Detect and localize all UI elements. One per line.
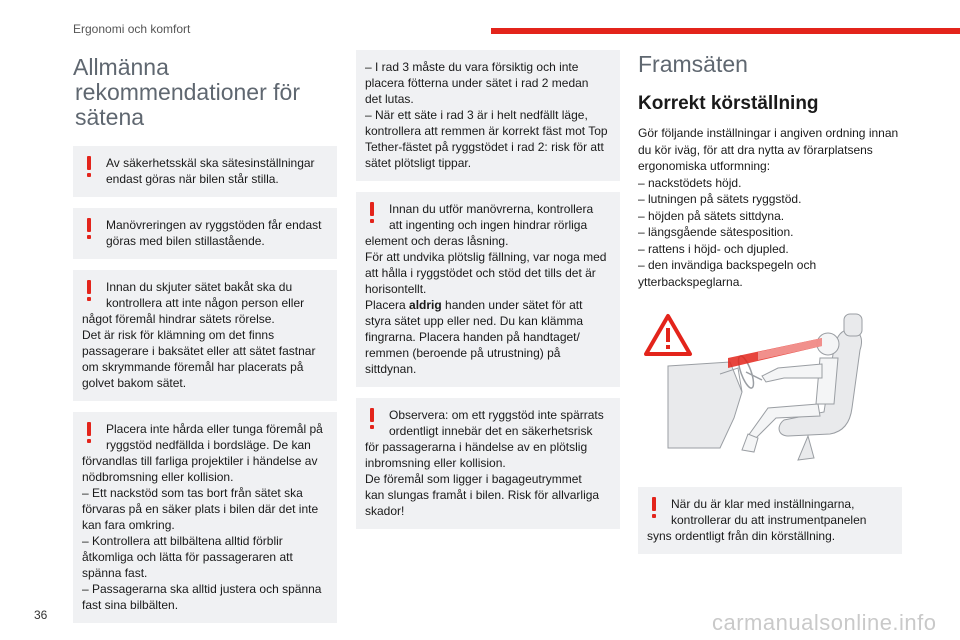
text-line: åtkomliga och lätta för passageraren att (82, 550, 293, 564)
text-line: Innan du utför manövrerna, kontrollera (389, 202, 594, 216)
text-line: sittdynan. (365, 362, 417, 376)
text-line: om skrymmande föremål har placerats på (82, 360, 304, 374)
warning-exclamation-icon (368, 408, 376, 430)
text-line: styra sätet upp eller ned. Du kan klämma (365, 314, 584, 328)
chapter-header: Ergonomi och komfort (73, 22, 191, 36)
text-line: placera fötterna under sätet i rad 2 medan (365, 76, 589, 90)
title-line: sätena (75, 104, 145, 130)
text-line: syns ordentligt från din körställning. (647, 529, 836, 543)
text-line: – Passagerarna ska alltid justera och spänna (82, 582, 322, 596)
warning-box (73, 412, 337, 623)
text-line: – rattens i höjd- och djupled. (638, 241, 789, 256)
text-line: det lutas. (365, 92, 414, 106)
text-line: – höjden på sätets sittdyna. (638, 208, 785, 223)
text-line: endast göras när bilen står stilla. (106, 172, 279, 186)
text-line: fingrarna. Placera handen på handtaget/ (365, 330, 580, 344)
warning-exclamation-icon (85, 156, 93, 178)
warning-exclamation-icon (85, 218, 93, 240)
text-line: Gör följande inställningar i angiven ordning innan (638, 126, 899, 140)
text-line: något föremål hindrar sätets rörelse. (82, 312, 275, 326)
warning-box (356, 398, 620, 529)
dashboard-drawing (668, 362, 742, 448)
text-line: skador! (365, 504, 405, 518)
text-line: – längsgående sätesposition. (638, 225, 794, 239)
text-line: – När ett säte i rad 3 är i helt nedfällt läge, (365, 108, 588, 122)
warning-box (638, 487, 902, 554)
text-line: För att undvika plötslig fällning, var noga med (365, 250, 607, 264)
text-line: – den invändiga backspegeln och (638, 258, 817, 272)
text-line: för passagerarna i händelse av en plötslig (365, 440, 588, 454)
text-span: handen under sätet för att (441, 298, 583, 312)
text-line: element och deras låsning. (365, 234, 509, 248)
warning-box (73, 270, 337, 401)
text-line: När du är klar med inställningarna, (671, 497, 855, 511)
text-line: att ingenting och ingen hindrar rörliga (389, 218, 588, 232)
text-line: kan slungas framåt i bilen. Risk för allvarliga (365, 488, 600, 502)
warning-box (356, 192, 620, 387)
text-line: Placera inte hårda eller tunga föremål på (106, 422, 323, 436)
text-line: spänna fast. (82, 566, 148, 580)
column-seat-notes (356, 50, 620, 540)
text-line: inbromsning eller kollision. (365, 456, 506, 470)
text-line: göras med bilen stillastående. (106, 234, 265, 248)
text-line: remmen (beroende på utrustning) på (365, 346, 561, 360)
driving-position-illustration (638, 308, 902, 468)
text-line: sätet plötsligt tippar. (365, 156, 472, 170)
note-box (356, 50, 620, 181)
warning-triangle-icon (646, 316, 690, 354)
text-line: De föremål som ligger i bagageutrymmet (365, 472, 582, 486)
intro-paragraph (638, 125, 902, 290)
warning-box (73, 208, 337, 259)
warning-exclamation-icon (85, 422, 93, 444)
text-line: du kör iväg, för att dra nytta av förarplatsens (638, 142, 873, 157)
text-line: kontrollerar du att instrumentpanelen (671, 513, 867, 527)
text-line: golvet bakom sätet. (82, 376, 187, 390)
text-line: Manövreringen av ryggstöden får endast (106, 218, 322, 232)
warning-exclamation-icon (368, 202, 376, 224)
warning-box (73, 146, 337, 197)
text-line: – Ett nackstöd som tas bort från sätet ska (82, 486, 303, 500)
text-line: Det är risk för klämning om det finns (82, 328, 275, 342)
text-line: kontrollera att inte någon person eller (106, 296, 305, 310)
text-line: passagerare i baksätet eller att sätet fastnar (82, 344, 316, 358)
warning-exclamation-icon (650, 497, 658, 519)
text-line: kontrollera att remmen är korrekt fäst mot Top (365, 124, 608, 138)
text-line: förvaras på en säker plats i bilen där det inte (82, 502, 319, 516)
text-line: Tether-fästet på ryggstödet i rad 2: risk för att (365, 140, 604, 154)
text-line: ordentligt innebär det en säkerhetsrisk (389, 424, 593, 438)
text-line: – lutningen på sätets ryggstöd. (638, 192, 802, 206)
text-line (365, 297, 611, 313)
text-line: nödbromsning eller kollision. (82, 470, 234, 484)
text-line: ryggstöd nedfällda i bordsläge. De kan (106, 438, 311, 452)
text-line: – nackstödets höjd. (638, 175, 742, 190)
subsection-title-driving-position: Korrekt körställning (638, 93, 819, 114)
text-line: ytterbackspeglarna. (638, 274, 743, 289)
text-line: Observera: om ett ryggstöd inte spärrats (389, 408, 604, 422)
text-line: att hålla i ryggstödet och stöd det tills det är (365, 266, 596, 280)
section-title-general (73, 55, 337, 130)
section-title-front-seats: Framsäten (638, 51, 748, 77)
text-line: Av säkerhetsskäl ska sätesinställningar (106, 156, 315, 170)
column-general-recommendations (73, 55, 337, 634)
text-span: Placera (365, 298, 410, 312)
watermark: carmanualsonline.info (712, 610, 937, 635)
text-line: – Kontrollera att bilbältena alltid förblir (82, 534, 283, 548)
column-front-seats (638, 52, 902, 565)
text-line: fast sina bilbälten. (82, 598, 179, 612)
page-number: 36 (34, 608, 48, 622)
text-line: – I rad 3 måste du vara försiktig och inte (365, 60, 579, 74)
text-line: förvandlas till farliga projektiler i händelse av (82, 454, 318, 468)
title-line: rekommendationer för (75, 79, 300, 105)
emphasis-never: aldrig (409, 298, 442, 312)
header-accent-bar (491, 28, 960, 34)
text-line: Innan du skjuter sätet bakåt ska du (106, 280, 293, 294)
sight-line-arrow (728, 338, 822, 368)
text-line: horisontellt. (365, 282, 427, 296)
warning-exclamation-icon (85, 280, 93, 302)
text-line: kan fara omkring. (82, 518, 175, 532)
title-line: Allmänna (73, 54, 169, 80)
text-line: ergonomiska utformning: (638, 159, 771, 173)
